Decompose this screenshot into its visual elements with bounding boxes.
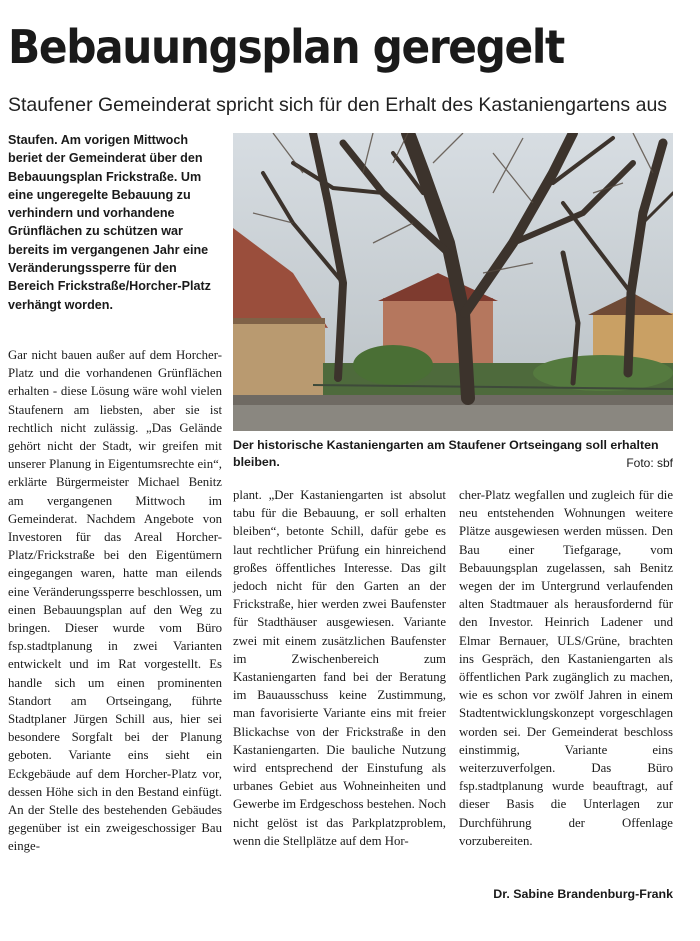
subheadline: Staufener Gemeinderat spricht sich für den Erhalt des Kastaniengartens aus [8, 94, 668, 116]
author-byline: Dr. Sabine Brandenburg-Frank [493, 887, 673, 901]
article-column-2: plant. „Der Kastaniengarten ist absolut tabu für die Bebauung, er soll erhalten bleiben“, betonte Schill, dafür gebe es laut rechtlicher Prüfung ein hinreichend großes öffentliches Interesse. Das gilt jedoch nicht für den Garten an der Frickstraße, hier werden zwei Baufenster für Stadthäuser ausgewiesen. Variante zwei mit einem zusätzlichen Baufenster im Zwischenbereich zum Kastaniengarten fand bei der Beratung im Bauausschuss keine Zustimmung, man favorisierte Variante eins mit freier Blickachse von der Frickstraße in den Kastaniengarten. Die bauliche Nutzung wird entsprechend der Einstufung als urbanes Gebiet aus Wohneinheiten und Gewerbe im Erdgeschoss bestehen. Noch nicht gelöst ist das Parkplatzproblem, wenn die Stellplätze auf dem Hor- [233, 488, 446, 848]
article-column-1: Gar nicht bauen außer auf dem Horcher-Platz und die vorhandenen Grünflächen erhalten - diese Lösung wäre wohl vielen Staufenern am liebsten, aber sie ist rechtlich nicht zulässig. „Das Gelände gehört nicht der Stadt, wir greifen mit unserer Planung in Eigentumsrechte ein“, erklärte Bürgermeister Michael Benitz am vergangenen Mittwoch im Gemeinderat. Nachdem Angebote von Investoren für das Areal Horcher-Platz/Frickstraße bei den Eigentümern eingegangen waren, hatte man eilends eine Veränderungssperre beschlossen, um einen Bebauungsplan auf den Weg zu bringen. Dieser wurde vom Büro fsp.stadtplanung in zwei Varianten entwickelt und im Rat vorgestellt. Es handle sich um einen prominenten Standort am Ortseingang, führte Stadtplaner Jürgen Schill aus, hier sei besondere Sorgfalt bei der Planung geboten. Variante eins sieht ein Eckgebäude auf dem Horcher-Platz vor, dessen Höhe sich in den Bestand einfügt. An der Stelle des bestehenden Gebäudes gegenüber ist ein zweigeschossiger Bau einge- [8, 348, 222, 854]
photo-caption: Der historische Kastaniengarten am Staufener Ortseingang soll erhalten bleiben. [233, 438, 659, 469]
article-column-3: cher-Platz wegfallen und zugleich für die neu entstehenden Wohnungen weitere Plätze ausgewiesen werden müssen. Den Bau einer Tiefgarage, vom Bebauungsplan zugelassen, sah Benitz wegen der im Untergrund verlaufenden alten Stadtmauer als herausfordernd für den Investor. Heinrich Ladener und Elmar Bernauer, ULS/Grüne, brachten ins Gespräch, den Kastaniengarten als öffentlichen Park zugänglich zu machen, wie es schon vor zwölf Jahren in einem Stadtentwicklungskonzept vorgeschlagen worden sei. Der Gemeinderat beschloss einstimmig, Variante eins weiterzuverfolgen. Das Büro fsp.stadtplanung wurde beauftragt, auf dieser Basis die Unterlagen zur Durchführung der Offenlage vorzubereiten. [459, 488, 673, 848]
lead-paragraph: Staufen. Am vorigen Mittwoch beriet der Gemeinderat über den Bebauungsplan Frickstraße. Um eine ungeregelte Bebauung zu verhindern und vorhandene Grünflächen zu schützen war bereits im vergangenen Jahr eine Veränderungssperre für den Bereich Frickstraße/Horcher-Platz verhängt worden. [8, 133, 211, 312]
chestnut-garden-photo [233, 133, 673, 431]
headline: Bebauungsplan geregelt [8, 20, 564, 74]
photo-credit: Foto: sbf [626, 456, 673, 470]
article-photo [233, 133, 673, 431]
